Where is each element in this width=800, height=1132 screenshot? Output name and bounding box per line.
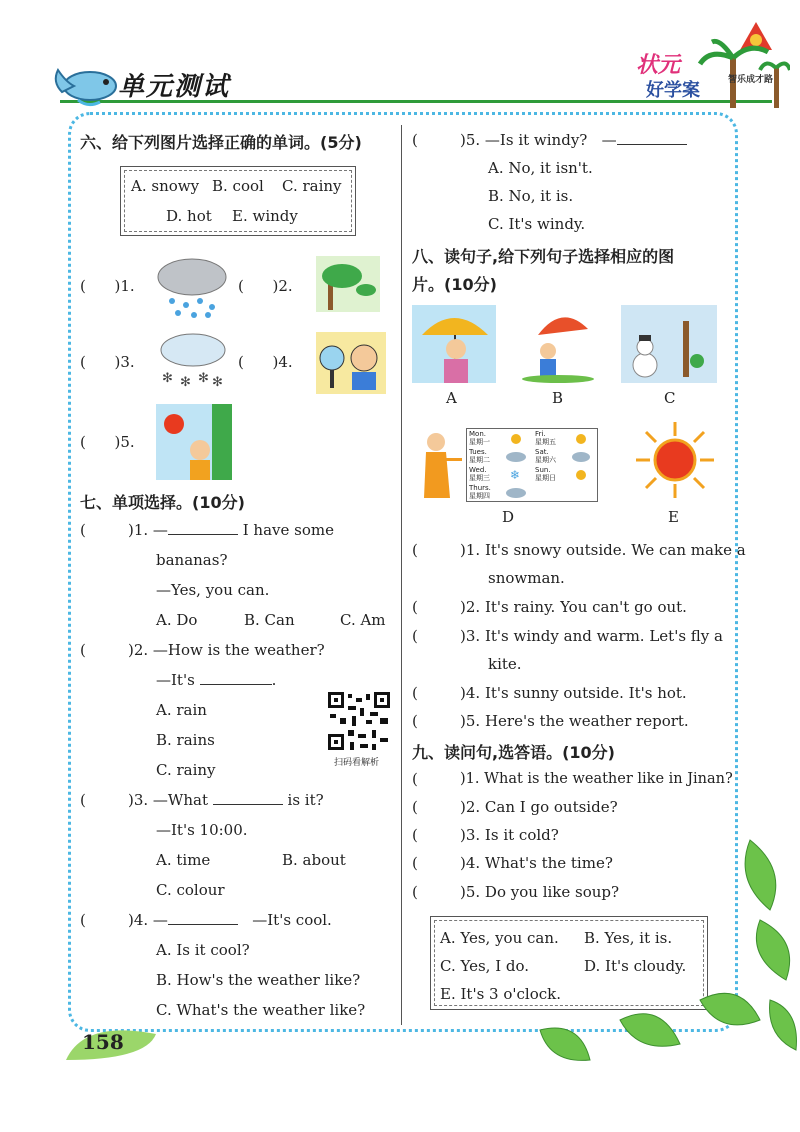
s6-item-5[interactable]: ( )5. (80, 433, 135, 451)
s9-answer-d: D. It's cloudy. (584, 957, 687, 975)
palm-tree-icon (690, 18, 790, 108)
section7-title: 七、单项选择。(10分) (80, 493, 245, 512)
report-left-icons (501, 431, 531, 499)
s7-q2-stem: )2. —How is the weather? (128, 641, 325, 659)
s9-question-5: )5. Do you like soup? (460, 883, 620, 901)
picture-b-windy-boy-icon (518, 305, 598, 383)
s9-paren-3[interactable]: ( (412, 826, 447, 844)
s8-sentence-4: )4. It's sunny outside. It's hot. (460, 684, 687, 702)
s7-q2-opt-a: A. rain (156, 701, 207, 719)
page-number: 158 (82, 1030, 124, 1054)
s6-item-3[interactable]: ( )3. (80, 353, 135, 371)
s7-q3-line2: —It's 10:00. (156, 821, 248, 839)
s7-q2-blank[interactable] (200, 670, 272, 685)
wr-sun-cn: 星期日 (535, 474, 556, 482)
s7-q1-opt-a: A. Do (156, 611, 198, 629)
brand-sub: 好学案 (646, 80, 700, 101)
brand-main: 状元 (636, 53, 681, 78)
picture-label-c: C (664, 389, 676, 407)
s7-q3-opt-b: B. about (282, 851, 346, 869)
s6-opt-b: B. cool (212, 177, 264, 195)
picture-label-a: A (446, 389, 457, 407)
s7-q5-opt-a: A. No, it isn't. (488, 159, 593, 177)
s7-q5-blank[interactable] (617, 130, 687, 145)
s9-answer-c: C. Yes, I do. (440, 957, 530, 975)
s7-q2-line2: —It's . (156, 671, 277, 689)
s8-paren-2[interactable]: ( (412, 598, 447, 616)
s8-sentence-3-cont: kite. (488, 655, 522, 673)
qr-code-icon[interactable] (326, 690, 392, 752)
s9-question-1: )1. What is the weather like in Jinan? (460, 771, 733, 787)
s7-q4-opt-c: C. What's the weather like? (156, 1001, 366, 1019)
dolphin-logo-icon (48, 52, 128, 110)
wr-thu: Thurs. (469, 484, 491, 492)
section8-title-line1: 八、读句子,给下列句子选择相应的图 (412, 247, 675, 266)
s9-question-2: )2. Can I go outside? (460, 798, 618, 816)
section6-title: 六、给下列图片选择正确的单词。(5分) (80, 133, 362, 152)
s7-q4-opt-b: B. How's the weather like? (156, 971, 361, 989)
s8-paren-3[interactable]: ( (412, 627, 447, 645)
s6-opt-d: D. hot (166, 207, 212, 225)
s7-q5-opt-c: C. It's windy. (488, 215, 586, 233)
svg-text:❄: ❄ (510, 468, 521, 482)
wr-fri: Fri. (535, 430, 546, 438)
s8-sentence-1: )1. It's snowy outside. We can make a (460, 541, 746, 559)
s7-q1-cont: bananas? (156, 551, 228, 569)
s9-answer-b: B. Yes, it is. (584, 929, 673, 947)
s8-sentence-1-cont: snowman. (488, 569, 565, 587)
s8-paren-5[interactable]: ( (412, 712, 447, 730)
picture-label-d: D (502, 508, 515, 526)
svg-text:✻: ✻ (180, 375, 191, 390)
s7-q2-opt-b: B. rains (156, 731, 215, 749)
s9-answer-e: E. It's 3 o'clock. (440, 985, 561, 1003)
picture-a-rainy-girl-icon (412, 305, 496, 383)
s8-paren-4[interactable]: ( (412, 684, 447, 702)
unit-title: 单元测试 (118, 72, 231, 102)
s7-q4-paren[interactable]: ( (80, 911, 115, 929)
s7-q5-stem: )5. —Is it windy? — (460, 130, 687, 150)
sunny-hot-icon (156, 404, 232, 480)
s7-q4-blank[interactable] (168, 910, 238, 925)
rain-cloud-icon (152, 255, 232, 321)
s9-answer-a: A. Yes, you can. (440, 929, 559, 947)
s7-q4-stem: )4. — —It's cool. (128, 911, 332, 929)
svg-text:✻: ✻ (198, 371, 209, 386)
s7-q1-stem: )1. — I have some (128, 521, 334, 539)
s7-q3-opt-a: A. time (156, 851, 211, 869)
wr-tue: Tues. (469, 448, 487, 456)
s8-paren-1[interactable]: ( (412, 541, 447, 559)
s9-question-4: )4. What's the time? (460, 854, 613, 872)
brand-tag: 智乐成才路 (728, 75, 774, 85)
wr-wed-cn: 星期三 (469, 474, 490, 482)
section8-title-line2: 片。(10分) (412, 275, 497, 294)
qr-caption: 扫码看解析 (334, 758, 380, 768)
svg-text:✻: ✻ (162, 371, 173, 386)
picture-e-sun-icon (632, 420, 718, 500)
s7-q1-answer: —Yes, you can. (156, 581, 270, 599)
s6-item-1[interactable]: ( )1. (80, 277, 135, 295)
s7-q1-opt-b: B. Can (244, 611, 295, 629)
s7-q3-stem: )3. —What is it? (128, 791, 324, 809)
s9-paren-4[interactable]: ( (412, 854, 447, 872)
s6-item-4[interactable]: ( )4. (238, 353, 293, 371)
s6-item-2[interactable]: ( )2. (238, 277, 293, 295)
s7-q3-opt-c: C. colour (156, 881, 225, 899)
picture-c-snowman-icon (621, 305, 717, 383)
wr-mon-cn: 星期一 (469, 438, 490, 446)
snow-cloud-icon (156, 330, 230, 390)
windy-tree-icon (316, 256, 380, 312)
s7-q4-opt-a: A. Is it cool? (156, 941, 250, 959)
wr-wed: Wed. (469, 466, 487, 474)
s7-q5-opt-b: B. No, it is. (488, 187, 574, 205)
s9-paren-5[interactable]: ( (412, 883, 447, 901)
s8-sentence-3: )3. It's windy and warm. Let's fly a (460, 627, 723, 645)
leaves-decoration-icon (520, 830, 800, 1070)
s7-q2-paren[interactable]: ( (80, 641, 115, 659)
column-divider (401, 125, 402, 1025)
wr-tue-cn: 星期二 (469, 456, 490, 464)
picture-d-reporter-icon (414, 428, 466, 502)
s7-q3-paren[interactable]: ( (80, 791, 115, 809)
s7-q2-opt-c: C. rainy (156, 761, 216, 779)
s9-question-3: )3. Is it cold? (460, 826, 559, 844)
s9-paren-2[interactable]: ( (412, 798, 447, 816)
s8-sentence-2: )2. It's rainy. You can't go out. (460, 598, 687, 616)
report-right-icons (567, 431, 595, 481)
s8-sentence-5: )5. Here's the weather report. (460, 712, 689, 730)
s7-q1-opt-c: C. Am (340, 611, 386, 629)
picture-label-b: B (552, 389, 564, 407)
s7-q1-paren[interactable]: ( (80, 521, 115, 539)
hot-boy-fan-icon (316, 332, 386, 394)
s6-opt-a: A. snowy (131, 177, 200, 195)
s7-q5-paren[interactable]: ( (412, 131, 447, 149)
wr-sun: Sun. (535, 466, 551, 474)
s6-opt-e: E. windy (232, 207, 298, 225)
weather-report-table (466, 428, 598, 502)
s9-paren-1[interactable]: ( (412, 770, 447, 788)
wr-sat-cn: 星期六 (535, 456, 556, 464)
picture-label-e: E (668, 508, 679, 526)
s6-opt-c: C. rainy (282, 177, 342, 195)
s7-q3-blank[interactable] (213, 790, 283, 805)
section9-title: 九、读问句,选答语。(10分) (412, 743, 615, 762)
s7-q1-blank[interactable] (168, 520, 238, 535)
svg-text:✻: ✻ (212, 375, 223, 390)
wr-thu-cn: 星期四 (469, 492, 490, 500)
wr-sat: Sat. (535, 448, 549, 456)
wr-mon: Mon. (469, 430, 486, 438)
wr-fri-cn: 星期五 (535, 438, 556, 446)
